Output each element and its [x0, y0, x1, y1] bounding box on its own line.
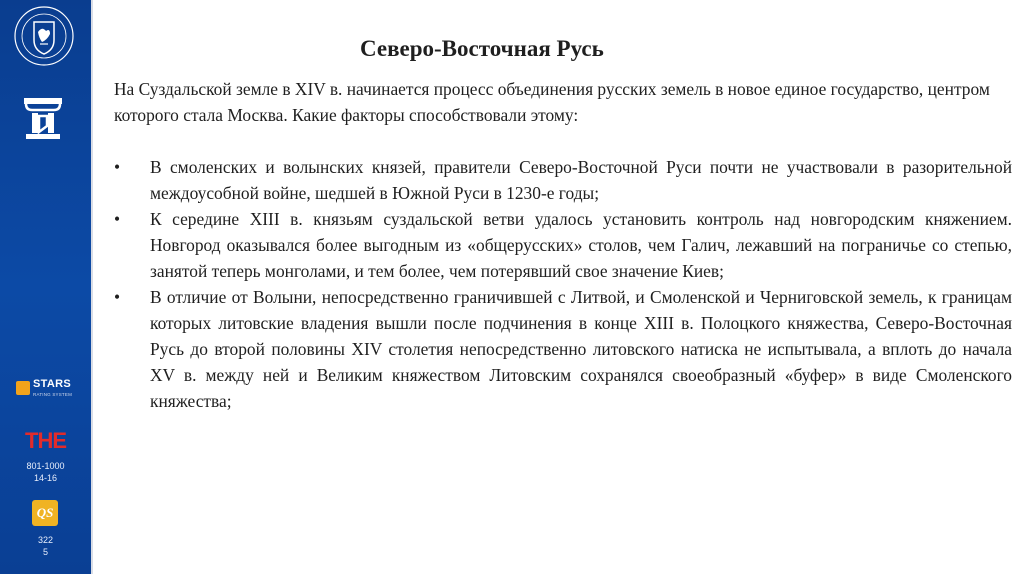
qs-rank-sub: 5: [42, 547, 48, 557]
bullet-icon: •: [114, 209, 121, 229]
sidebar: [0, 0, 91, 574]
bullet-text: В отличие от Волыни, непосредственно граничившей с Литвой, и Смоленской и Черниговской земель, к границам которых литовские владения вышли после подчинения в конце XIII в. Полоцкого княжества, Северо-Восточная Русь до второй половины XIV столетия непосредственно литовского натиска не испытывала, а вплоть до начала XV в. между ней и Великим княжеством Литовским сохранялся своеобразный «буфер» в виде Смоленского княжества;: [150, 287, 1012, 411]
paragraph-spacer: [114, 128, 1012, 154]
bullet-text: К середине XIII в. князьям суздальской ветви удалось установить контроль над новгородским княжением. Новгород оказывался более выгодным из «общерусских» столов, чем Галич, лежавший на пограничье со степью, занятой теперь монголами, и тем более, чем потерявший свое значение Киев;: [150, 209, 1012, 281]
bullet-item: [114, 154, 1012, 206]
bullet-icon: •: [114, 157, 121, 177]
bullet-text: В смоленских и волынских князей, правители Северо-Восточной Руси почти не участвовали в разорительной междоусобной войне, шедшей в Южной Руси в 1230-е годы;: [150, 157, 1012, 203]
stars-icon: [16, 381, 30, 395]
qs-rank-value: 322: [37, 535, 54, 545]
bullet-item: [114, 206, 1012, 284]
slide-title: Северо-Восточная Русь: [360, 36, 604, 61]
column-logo-icon: [20, 96, 66, 142]
university-crest-icon: [12, 4, 76, 68]
the-logo: THE: [25, 428, 66, 453]
stars-subtitle: RATING SYSTEM: [33, 392, 73, 397]
slide-content: [114, 76, 1012, 414]
stars-badge: [16, 380, 76, 404]
intro-paragraph: На Суздальской земле в XIV в. начинается процесс объединения русских земель в новое единое государство, центром которого стала Москва. Какие факторы способствовали этому:: [114, 79, 990, 125]
sidebar-divider: [91, 0, 93, 574]
qs-logo: QS: [32, 500, 58, 526]
bullet-item: [114, 284, 1012, 414]
the-rank-range: 801-1000: [26, 461, 65, 471]
the-rank-years: 14-16: [33, 473, 58, 483]
stars-title: STARS: [33, 378, 71, 390]
bullet-icon: •: [114, 287, 121, 307]
